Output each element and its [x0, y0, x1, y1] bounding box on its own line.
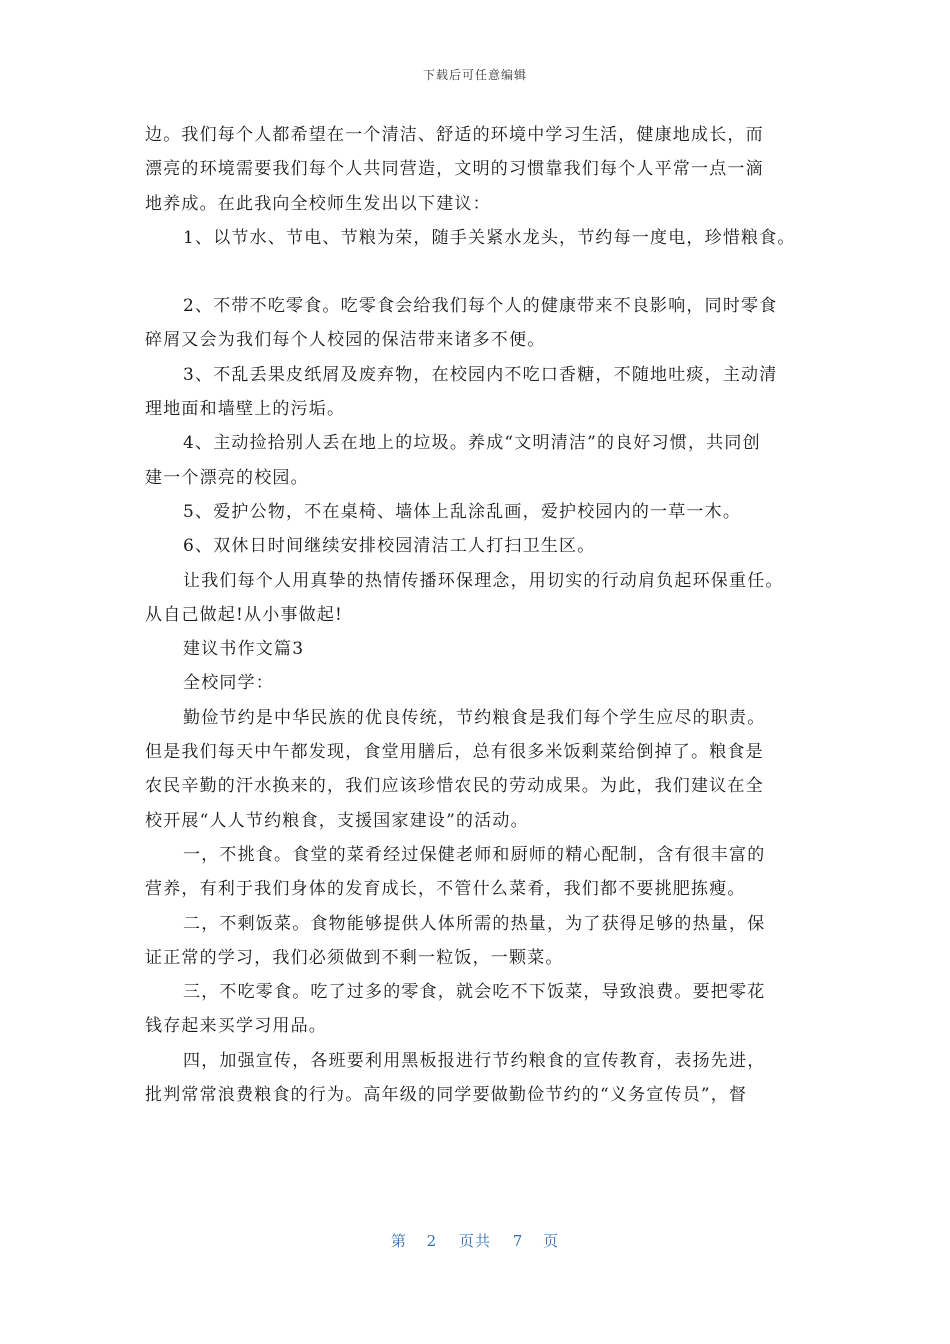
- page-header: 下载后可任意编辑: [422, 68, 527, 82]
- paragraph-line: 2、不带不吃零食。吃零食会给我们每个人的健康带来不良影响，同时零食: [183, 296, 778, 317]
- paragraph-line: 3、不乱丢果皮纸屑及废弃物，在校园内不吃口香糖，不随地吐痰，主动清: [183, 364, 778, 385]
- page-label-end: 页: [543, 1232, 560, 1250]
- page-label: 第: [390, 1232, 407, 1250]
- paragraph-line: 地养成。在此我向全校师生发出以下建议：: [145, 193, 491, 214]
- paragraph-line: 让我们每个人用真挚的热情传播环保理念，用切实的行动肩负起环保重任。: [183, 570, 784, 591]
- paragraph-line: 建一个漂亮的校园。: [145, 467, 309, 488]
- paragraph-line: 从自己做起!从小事做起!: [145, 604, 344, 625]
- paragraph-line: 证正常的学习，我们必须做到不剩一粒饭，一颗菜。: [145, 947, 564, 968]
- page-label-middle: 页共: [458, 1232, 491, 1250]
- paragraph-line: 二，不剩饭菜。食物能够提供人体所需的热量，为了获得足够的热量，保: [183, 913, 766, 934]
- paragraph-line: 1、以节水、节电、节粮为荣，随手关紧水龙头，节约每一度电，珍惜粮食。: [183, 227, 796, 248]
- salutation: 全校同学：: [183, 673, 274, 694]
- paragraph-line: 但是我们每天中午都发现，食堂用膳后，总有很多米饭剩菜给倒掉了。粮食是: [145, 742, 764, 763]
- paragraph-line: 钱存起来买学习用品。: [145, 1016, 327, 1037]
- paragraph-line: 6、双休日时间继续安排校园清洁工人打扫卫生区。: [183, 536, 596, 557]
- paragraph-line: 边。我们每个人都希望在一个清洁、舒适的环境中学习生活，健康地成长，而: [145, 125, 764, 145]
- paragraph-line: 校开展“人人节约粮食，支援国家建设”的活动。: [145, 810, 529, 831]
- paragraph-line: 5、爱护公物，不在桌椅、墙体上乱涂乱画，爱护校园内的一草一木。: [183, 501, 742, 522]
- paragraph-gap: [145, 255, 825, 289]
- section-heading: 建议书作文篇3: [183, 639, 305, 660]
- paragraph-line: 一，不挑食。食堂的菜肴经过保健老师和厨师的精心配制，含有很丰富的: [183, 844, 766, 865]
- current-page-number: 2: [426, 1232, 438, 1250]
- paragraph-line: 营养，有利于我们身体的发育成长，不管什么菜肴，我们都不要挑肥拣瘦。: [145, 879, 746, 900]
- paragraph-line: 四，加强宣传，各班要利用黑板报进行节约粮食的宣传教育，表扬先进，: [183, 1050, 766, 1071]
- paragraph-line: 勤俭节约是中华民族的优良传统，节约粮食是我们每个学生应尽的职责。: [183, 707, 766, 728]
- paragraph-line: 理地面和墙壁上的污垢。: [145, 399, 346, 420]
- paragraph-line: 4、主动捡拾别人丢在地上的垃圾。养成“文明清洁”的良好习惯，共同创: [183, 433, 761, 454]
- total-pages-number: 7: [512, 1232, 524, 1250]
- paragraph-line: 三，不吃零食。吃了过多的零食，就会吃不下饭菜，导致浪费。要把零花: [183, 982, 766, 1003]
- paragraph-line: 碎屑又会为我们每个人校园的保洁带来诸多不便。: [145, 330, 546, 351]
- paragraph-line: 农民辛勤的汗水换来的，我们应该珍惜农民的劳动成果。为此，我们建议在全: [145, 776, 764, 797]
- paragraph-line: 批判常常浪费粮食的行为。高年级的同学要做勤俭节约的“义务宣传员”，督: [145, 1085, 748, 1106]
- paragraph-line: 漂亮的环境需要我们每个人共同营造，文明的习惯靠我们每个人平常一点一滴: [145, 159, 764, 180]
- page-footer: [0, 1230, 950, 1251]
- document-body: [145, 118, 825, 1112]
